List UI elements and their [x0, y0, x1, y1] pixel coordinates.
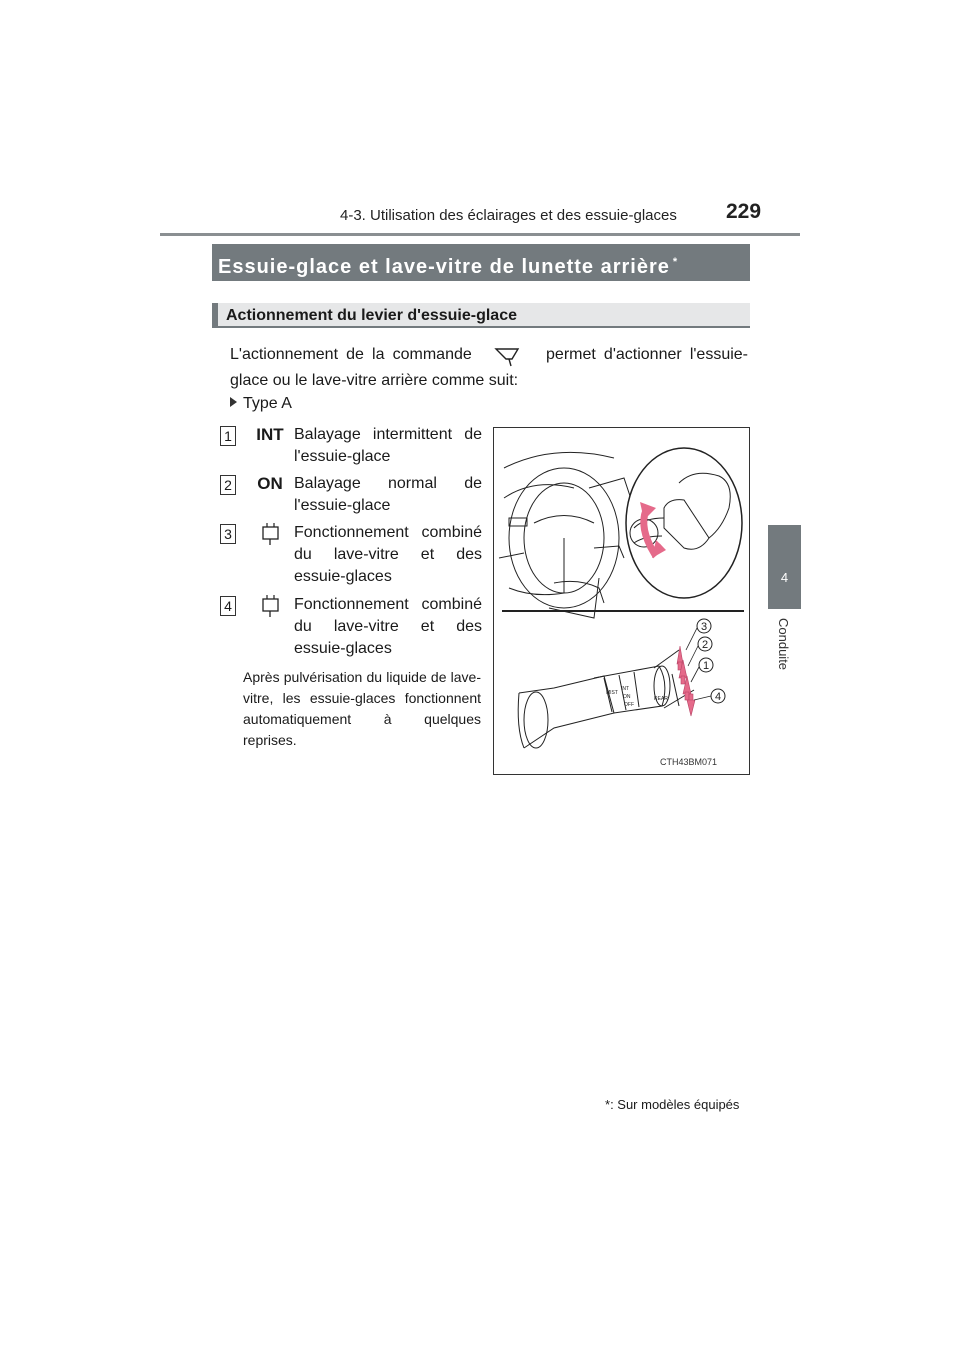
washer-icon [250, 594, 290, 624]
item-number: 2 [220, 475, 236, 495]
item-number: 1 [220, 426, 236, 446]
lever-label-mist: MIST [606, 690, 618, 696]
chapter-tab [768, 525, 801, 609]
section-title-text: Essuie-glace et lave-vitre de lunette arrière [218, 256, 670, 278]
type-label [230, 395, 292, 413]
wiper-lever-illustration [493, 427, 750, 775]
figure-code: CTH43BM071 [660, 757, 718, 767]
callout-2: 2 [701, 639, 709, 651]
lever-label-off: OFF [624, 702, 634, 708]
item-number: 4 [220, 596, 236, 616]
header-section-title: 4-3. Utilisation des éclairages et des essuie-glaces [340, 207, 677, 224]
item-symbol: INT [256, 425, 284, 444]
item-symbol: ON [257, 474, 283, 493]
title-marker: * [672, 256, 679, 268]
callout-4: 4 [714, 691, 722, 703]
washer-icon [250, 522, 290, 552]
header-rule [160, 233, 800, 236]
rear-wiper-icon [480, 345, 538, 365]
chapter-tab-label [771, 618, 799, 678]
item-number: 3 [220, 524, 236, 544]
item-description: Balayage intermittent de l'essuie-glace [294, 426, 482, 465]
footnote-marker: * [605, 1097, 611, 1112]
lever-label-on: ON [623, 694, 631, 700]
item-description: Fonctionnement combiné du lave-vitre et des essuie-glaces [294, 596, 482, 657]
callout-1: 1 [702, 660, 710, 672]
triangle-bullet-icon [230, 397, 237, 407]
chapter-tab-number: 4 [780, 570, 789, 585]
item-description: Fonctionnement combiné du lave-vitre et des essuie-glaces [294, 524, 482, 585]
section-title [212, 244, 750, 281]
intro-before: L'actionnement de la commande [230, 346, 472, 363]
lever-label-int: INT [621, 686, 630, 692]
item-description: Balayage normal de l'essuie-glace [294, 475, 482, 514]
footnote [605, 1097, 739, 1112]
subsection-title: Actionnement du levier d'essuie-glace [212, 303, 750, 328]
intro-after: permet d'actionner l'essuie-glace ou le lave-vitre arrière comme suit: [230, 346, 749, 389]
lever-label-rear: REAR [654, 696, 668, 702]
footnote-text: : Sur modèles équipés [610, 1097, 740, 1112]
callout-3: 3 [700, 621, 708, 633]
page-number: 229 [726, 200, 762, 223]
type-label-text: Type A [243, 395, 292, 412]
intro-paragraph [230, 342, 748, 394]
note-text: Après pulvérisation du liquide de lave-vitre, les essuie-glaces fonctionnent automatiquement à quelques reprises. [243, 669, 481, 748]
chapter-label-text: Conduite [776, 618, 791, 671]
